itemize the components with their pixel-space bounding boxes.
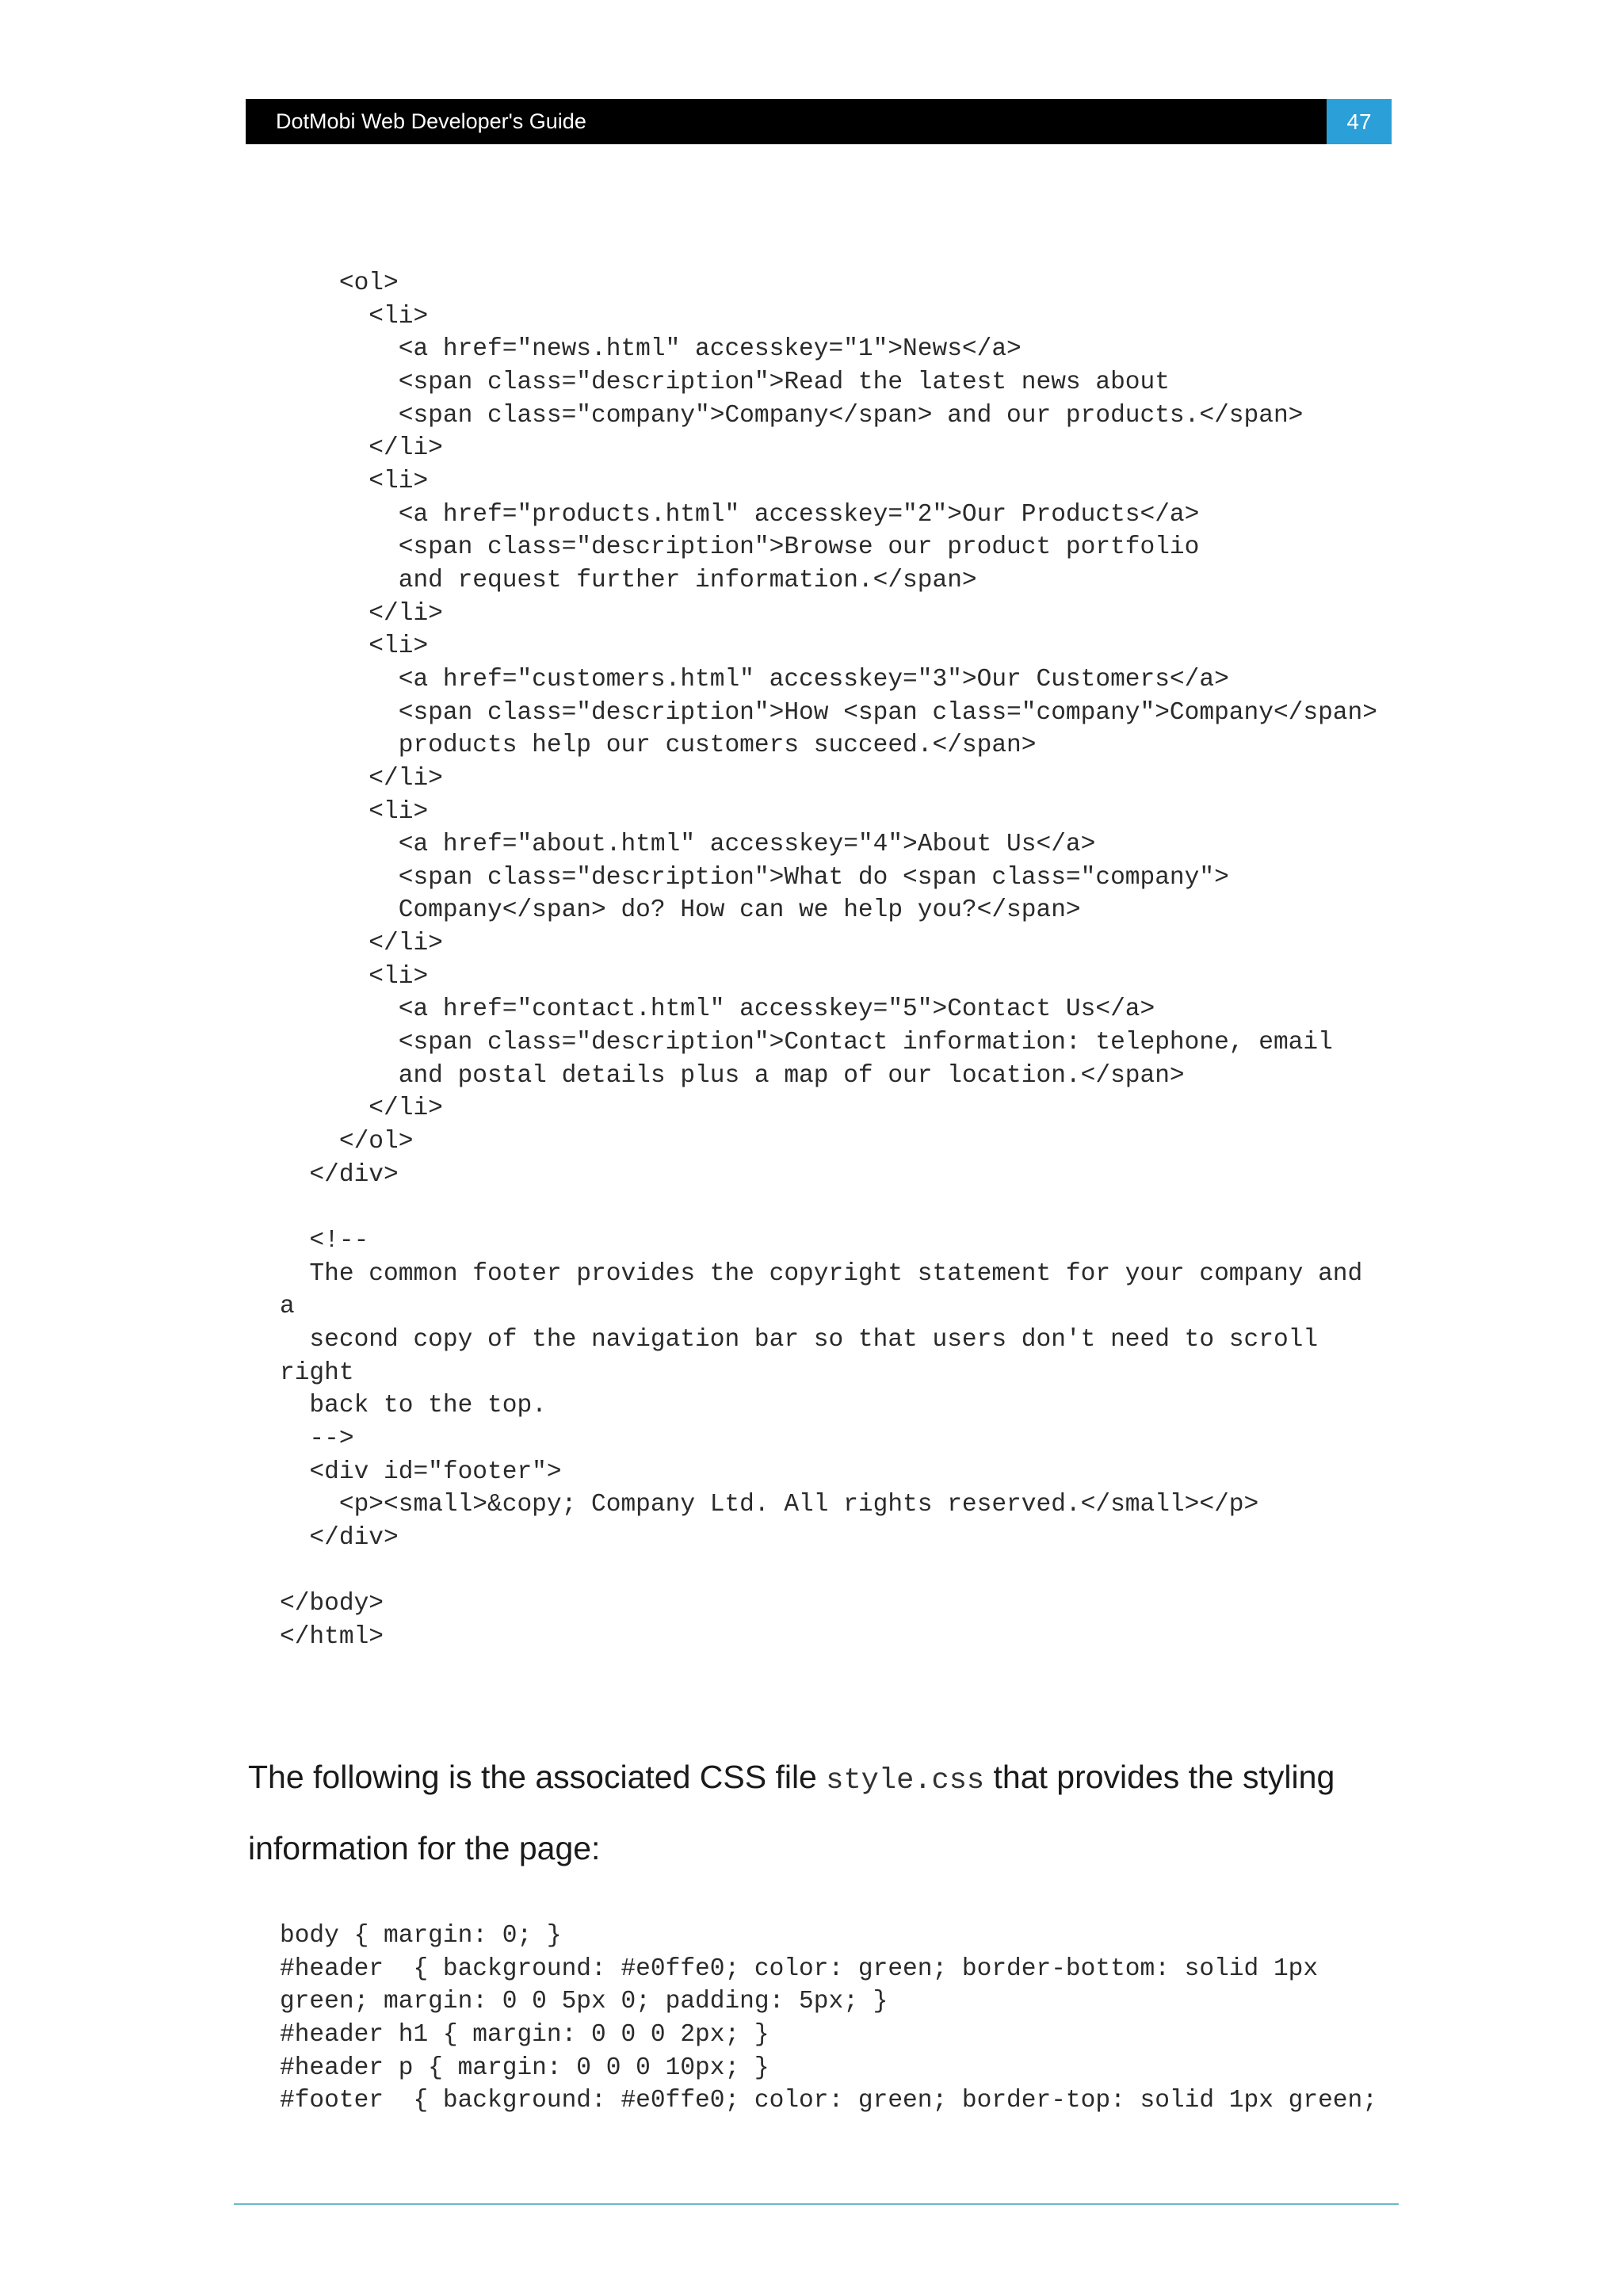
footer-divider: [234, 2203, 1399, 2205]
html-code-listing: <ol> <li> <a href="news.html" accesskey="1">News</a> <span class="description">Read the latest news about <span class="company">Company</span> and our products.</span> </li> <li> <a href="products.html" accesskey="2">Our Products</a> <span class="description">Browse our product portfolio and request further information.</span> </li> <li> <a href="customers.html" accesskey="3">Our Customers</a> <span class="description">How <span class="company">Company</span> products help our customers succeed.</span> </li> <li> <a href="about.html" accesskey="4">About Us</a> <span class="description">What do <span class="company"> Company</span> do? How can we help you?</span> </li> <li> <a href="contact.html" accesskey="5">Contact Us</a> <span class="description">Contact information: telephone, email and postal details plus a map of our location.</span> </li> </ol> </div> <!-- The common footer provides the copyright statement for your company and a second copy of the navigation bar so that users don't need to scroll right back to the top. --> <div id="footer"> <p><small>&copy; Company Ltd. All rights reserved.</small></p> </div> </body> </html>: [280, 269, 1377, 1651]
page-header: [246, 99, 1392, 144]
paragraph-css-intro: [248, 1744, 1389, 1882]
css-code-listing: body { margin: 0; } #header { background: #e0ffe0; color: green; border-bottom: solid 1px green; margin: 0 0 5px 0; padding: 5px; } #header h1 { margin: 0 0 0 2px; } #header p { margin: 0 0 0 10px; } #footer { background: #e0ffe0; color: green; border-top: solid 1px green;: [280, 1922, 1377, 2115]
paragraph-text-after: that provides the styling information for the page:: [248, 1759, 1335, 1866]
paragraph-text-before: The following is the associated CSS file: [248, 1759, 827, 1795]
inline-code-filename: style.css: [826, 1764, 985, 1797]
page-number: 47: [1327, 99, 1392, 144]
header-title: DotMobi Web Developer's Guide: [276, 109, 586, 133]
